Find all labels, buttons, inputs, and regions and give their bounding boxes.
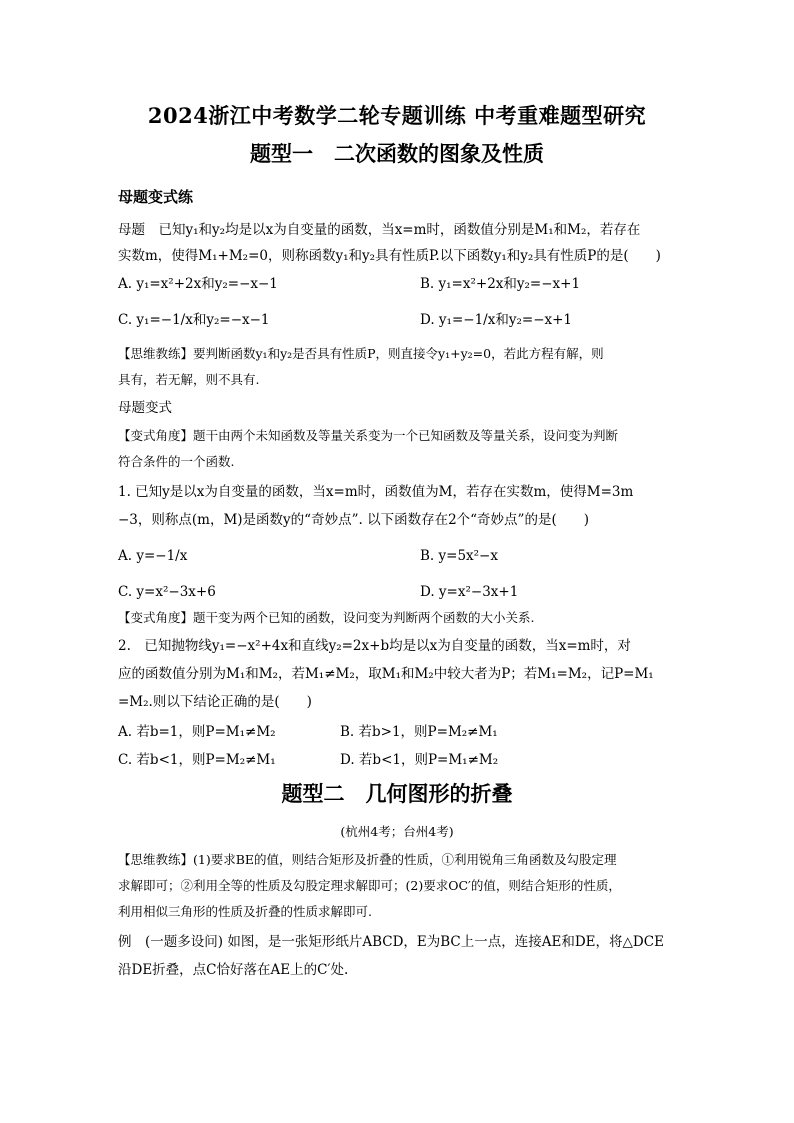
- problem2-line1: 2. 已知抛物线y₁=−x²+4x和直线y₂=2x+b均是以x为自变量的函数，当x=m时，对: [118, 638, 631, 654]
- section2-note: (杭州4考；台州4考): [340, 824, 454, 839]
- example-line2: 沿DE折叠，点C恰好落在AE上的C′处.: [118, 962, 349, 978]
- subheading: 母题变式练: [118, 188, 194, 206]
- problem2-option-a: A. 若b=1，则P=M₁≠M₂: [118, 724, 276, 740]
- thinking2-line3: 利用相似三角形的性质及折叠的性质求解即可.: [118, 904, 372, 919]
- variant-label: 母题变式: [118, 400, 172, 416]
- problem2-option-c: C. 若b<1，则P=M₂≠M₁: [118, 752, 276, 768]
- problem1-option-c: C. y=x²−3x+6: [118, 584, 216, 600]
- variant-angle1-line1: 【变式角度】题干由两个未知函数及等量关系变为一个已知函数及等量关系，设问变为判断: [118, 428, 619, 443]
- problem2-line3: =M₂.则以下结论正确的是( ): [118, 694, 312, 710]
- problem2-line2: 应的函数值分别为M₁和M₂，若M₁≠M₂，取M₁和M₂中较大者为P；若M₁=M₂，记P=M₁: [118, 666, 654, 682]
- variant-angle1-line2: 符合条件的一个函数.: [118, 454, 235, 469]
- variant-angle2: 【变式角度】题干变为两个已知的函数，设问变为判断两个函数的大小关系.: [118, 610, 535, 625]
- mother-problem-line1: 母题 已知y₁和y₂均是以x为自变量的函数，当x=m时，函数值分别是M₁和M₂，若存在: [118, 222, 641, 238]
- mother-problem-line2: 实数m，使得M₁+M₂=0，则称函数y₁和y₂具有性质P.以下函数y₁和y₂具有性质P的是( ): [118, 248, 661, 264]
- problem1-option-b: B. y=5x²−x: [420, 548, 498, 564]
- thinking1-line1: 【思维教练】要判断函数y₁和y₂是否具有性质P，则直接令y₁+y₂=0，若此方程有解，则: [118, 346, 604, 361]
- mother-option-b: B. y₁=x²+2x和y₂=−x+1: [420, 276, 581, 292]
- problem2-option-d: D. 若b<1，则P=M₁≠M₂: [340, 752, 499, 768]
- thinking2-line1: 【思维教练】(1)要求BE的值，则结合矩形及折叠的性质，①利用锐角三角函数及勾股定理: [118, 852, 617, 867]
- section2-title: 题型二 几何图形的折叠: [281, 781, 513, 806]
- example-line1: 例 (一题多设问) 如图，是一张矩形纸片ABCD，E为BC上一点，连接AE和DE，将△DCE: [118, 934, 664, 950]
- thinking2-line2: 求解即可；②利用全等的性质及勾股定理求解即可；(2)要求OC′的值，则结合矩形的性质，: [118, 878, 621, 893]
- problem1-option-a: A. y=−1/x: [118, 548, 188, 564]
- mother-option-a: A. y₁=x²+2x和y₂=−x−1: [118, 276, 278, 292]
- problem1-option-d: D. y=x²−3x+1: [420, 584, 519, 600]
- document-title: 2024浙江中考数学二轮专题训练 中考重难题型研究: [147, 103, 647, 128]
- problem1-line1: 1. 已知y是以x为自变量的函数，当x=m时，函数值为M，若存在实数m，使得M=3m: [118, 484, 634, 500]
- mother-option-d: D. y₁=−1/x和y₂=−x+1: [420, 312, 573, 328]
- section1-title: 题型一 二次函数的图象及性质: [250, 141, 544, 166]
- problem1-line2: −3，则称点(m，M)是函数y的“奇妙点”. 以下函数存在2个“奇妙点”的是( ): [118, 512, 589, 528]
- thinking1-line2: 具有，若无解，则不具有.: [118, 372, 260, 387]
- problem2-option-b: B. 若b>1，则P=M₂≠M₁: [340, 724, 498, 740]
- mother-option-c: C. y₁=−1/x和y₂=−x−1: [118, 312, 270, 328]
